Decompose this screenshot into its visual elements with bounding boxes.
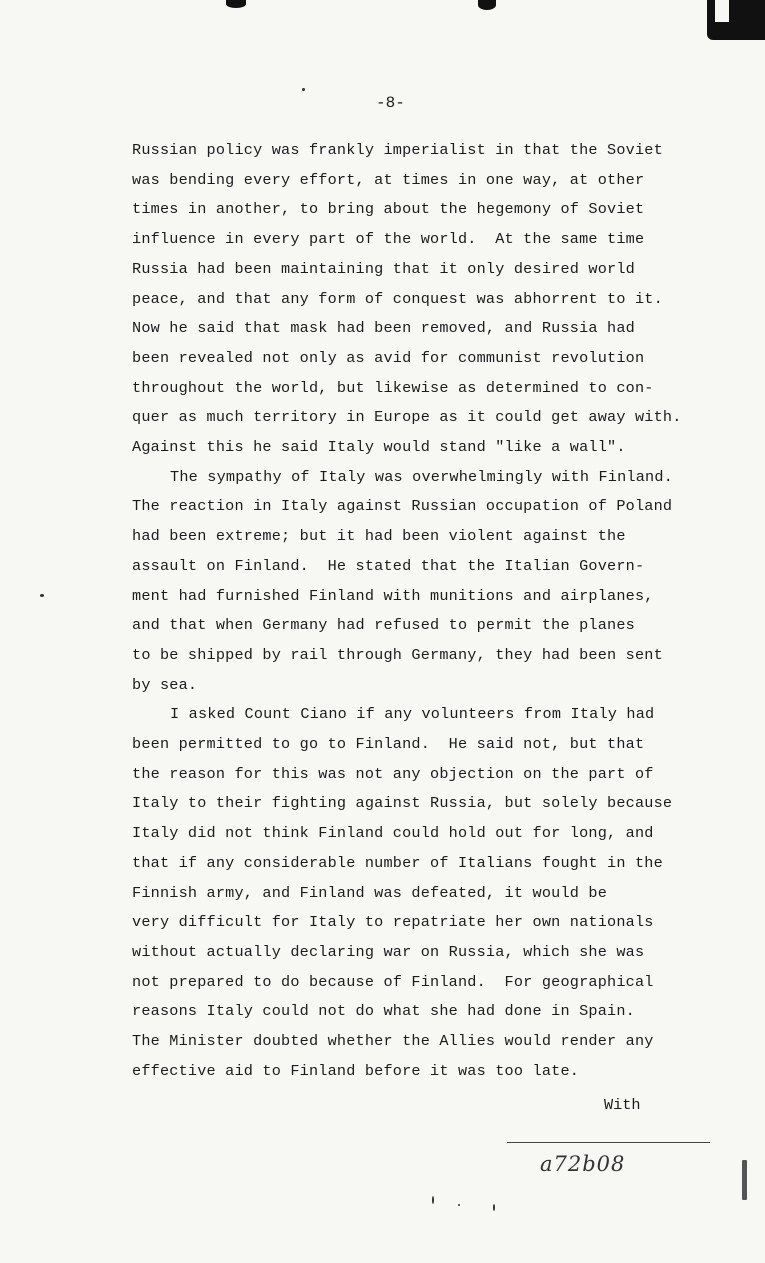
text-line: The reaction in Italy against Russian occupation of Poland (132, 497, 673, 516)
page-number: -8- (376, 94, 405, 112)
footer-rule (507, 1142, 710, 1143)
text-line: to be shipped by rail through Germany, they had been sent (132, 645, 663, 664)
corner-scan-mark (707, 0, 765, 40)
text-line: effective aid to Finland before it was too late. (132, 1061, 580, 1080)
text-line: ment had furnished Finland with munitions and airplanes, (132, 586, 654, 605)
ink-blot (478, 0, 496, 10)
text-line: influence in every part of the world. At the same time (132, 230, 645, 249)
text-line: been revealed not only as avid for communist revolution (132, 348, 645, 367)
text-line: peace, and that any form of conquest was abhorrent to it. (132, 289, 663, 308)
letter-body (132, 136, 692, 1087)
handwritten-archive-id: a72b08 (540, 1152, 626, 1176)
text-line: the reason for this was not any objection on the part of (132, 764, 654, 783)
text-line: without actually declaring war on Russia, which she was (132, 942, 645, 961)
ink-blot (226, 0, 246, 8)
text-line: Russia had been maintaining that it only desired world (132, 259, 635, 278)
text-line: Against this he said Italy would stand "like a wall". (132, 438, 626, 457)
edge-mark (742, 1160, 747, 1200)
text-line: Italy did not think Finland could hold out for long, and (132, 824, 654, 843)
text-line: assault on Finland. He stated that the Italian Govern- (132, 556, 645, 575)
speck (302, 88, 305, 91)
speck (493, 1204, 495, 1211)
speck (432, 1196, 434, 1204)
text-line: quer as much territory in Europe as it could get away with. (132, 408, 682, 427)
text-line: Finnish army, and Finland was defeated, it would be (132, 883, 608, 902)
text-line: The sympathy of Italy was overwhelmingly with Finland. (170, 467, 673, 486)
text-line: I asked Count Ciano if any volunteers from Italy had (170, 705, 655, 724)
text-line: Russian policy was frankly imperialist in that the Soviet (132, 141, 663, 159)
text-line: by sea. (132, 675, 198, 694)
text-line: reasons Italy could not do what she had done in Spain. (132, 1002, 635, 1021)
speck (458, 1204, 460, 1206)
catchword: With (604, 1096, 641, 1114)
text-line: had been extreme; but it had been violent against the (132, 527, 626, 546)
margin-speck (40, 594, 44, 597)
text-line: Now he said that mask had been removed, and Russia had (132, 319, 635, 338)
text-line: very difficult for Italy to repatriate her own nationals (132, 913, 654, 932)
text-line: that if any considerable number of Italians fought in the (132, 853, 663, 872)
text-line: throughout the world, but likewise as determined to con- (132, 378, 654, 397)
text-line: and that when Germany had refused to permit the planes (132, 616, 635, 635)
text-line: The Minister doubted whether the Allies would render any (132, 1032, 654, 1051)
text-line: was bending every effort, at times in one way, at other (132, 170, 645, 189)
text-line: times in another, to bring about the hegemony of Soviet (132, 200, 645, 219)
text-line: not prepared to do because of Finland. For geographical (132, 972, 654, 991)
text-line: Italy to their fighting against Russia, but solely because (132, 794, 673, 813)
text-line: been permitted to go to Finland. He said not, but that (132, 735, 645, 754)
